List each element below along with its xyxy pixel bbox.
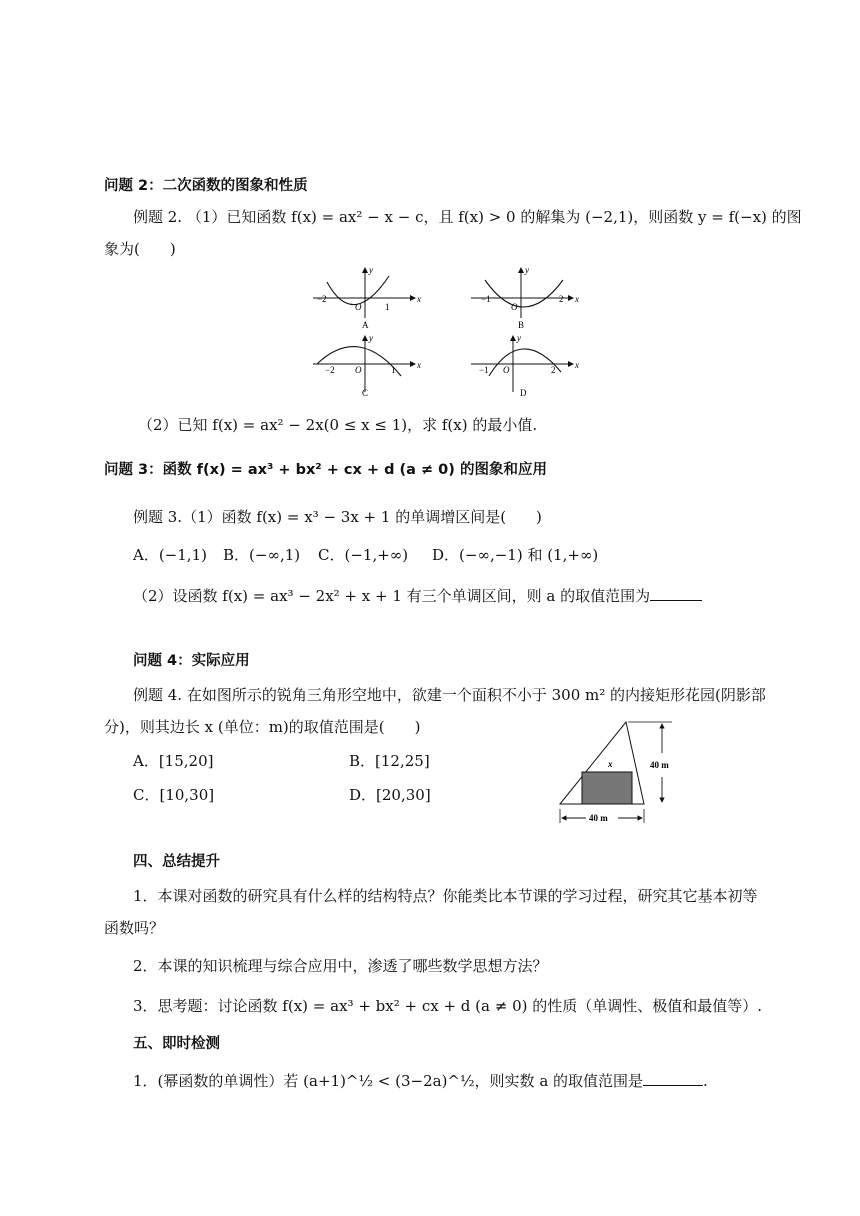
p4-option-d: D．[20,30] [349,786,431,804]
answer-blank[interactable] [650,586,702,601]
summary-heading: 四、总结提升 [133,854,220,870]
summary-q2: 2．本课的知识梳理与综合应用中，渗透了哪些数学思想方法？ [133,957,548,975]
summary-q1-line1: 1．本课对函数的研究具有什么样的结构特点？你能类比本节课的学习过程，研究其它基本初等 [133,887,758,905]
graph-c-left-tick: −2 [325,365,335,375]
graph-d [471,333,579,398]
base-label: 40 m [589,813,608,823]
problem4-heading: 问题 4：实际应用 [133,653,250,669]
graph-c-right-tick: 1 [391,365,396,375]
graph-a [313,265,421,330]
graph-c-origin: O [355,365,362,375]
example2-line1: 例题 2. （1）已知函数 f(x) = ax² − x − c，且 f(x) > 0 的解集为 (−2,1)，则函数 y = f(−x) 的图 [133,208,802,226]
problem2-heading: 问题 2：二次函数的图象和性质 [104,178,308,194]
graph-c-y: y [369,333,373,343]
graph-a-y: y [369,265,373,275]
graph-b-left-tick: −1 [481,294,491,304]
example3-part2 [133,586,702,606]
option-b: B．(−∞,1) [223,546,301,564]
check-q1: 1．(幂函数的单调性）若 (a+1)^½ < (3−2a)^½，则实数 a 的取值范围是 . [133,1072,708,1090]
check-q1-text: 1．(幂函数的单调性）若 (a+1)^½ < (3−2a)^½，则实数 a 的取值范围是 [133,1072,644,1090]
graph-a-origin: O [355,302,362,312]
option-graphs [305,260,595,400]
p4-option-a: A．[15,20] [133,752,214,770]
graph-b-right-tick: 2 [559,294,564,304]
graph-c-x: x [417,360,421,370]
graph-d-origin: O [503,365,510,375]
problem3-heading: 问题 3：函数 f(x) = ax³ + bx² + cx + d (a ≠ 0) 的图象和应用 [104,462,547,478]
graph-d-letter: D [520,388,527,398]
graph-a-x: x [417,294,421,304]
graph-a-left-tick: −2 [317,294,327,304]
option-c: C．(−1,+∞) [318,546,409,564]
graph-d-y: y [517,333,521,343]
triangle-figure [552,717,692,827]
check-answer-blank[interactable] [643,1071,703,1086]
graph-d-x: x [575,360,579,370]
p4-option-b: B．[12,25] [349,752,430,770]
example3-part2-text: （2）设函数 f(x) = ax³ − 2x² + x + 1 有三个单调区间，则 a 的取值范围为 [133,587,651,605]
option-a: A．(−1,1) [133,546,207,564]
graph-b-x: x [575,294,579,304]
graph-d-right-tick: 2 [551,365,556,375]
graph-b-y: y [525,265,529,275]
example2-line2: 象为( ) [104,240,176,258]
check-heading: 五、即时检测 [133,1036,220,1052]
rect-label: x [608,759,613,769]
graph-a-right-tick: 1 [385,302,390,312]
example3-part1: 例题 3.（1）函数 f(x) = x³ − 3x + 1 的单调增区间是( ) [133,508,542,526]
summary-q3: 3．思考题：讨论函数 f(x) = ax³ + bx² + cx + d (a ≠ 0) 的性质（单调性、极值和最值等）. [133,997,762,1015]
graph-b [471,265,579,330]
graph-d-left-tick: −1 [479,365,489,375]
graph-c-letter: C [362,388,369,398]
graph-a-letter: A [362,320,369,330]
graph-b-letter: B [518,320,525,330]
option-d: D．(−∞,−1) 和 (1,+∞) [432,546,599,564]
p4-option-c: C．[10,30] [133,786,215,804]
graph-c [313,333,421,398]
example4-line1: 例题 4. 在如图所示的锐角三角形空地中，欲建一个面积不小于 300 m² 的内接矩形花园(阴影部 [133,686,766,704]
graph-b-origin: O [511,302,518,312]
example2-part2: （2）已知 f(x) = ax² − 2x(0 ≤ x ≤ 1)，求 f(x) 的最小值. [138,416,538,434]
example4-line2: 分)，则其边长 x (单位：m)的取值范围是( ) [104,718,421,736]
summary-q1-line2: 函数吗？ [104,919,165,937]
height-label: 40 m [650,760,669,770]
